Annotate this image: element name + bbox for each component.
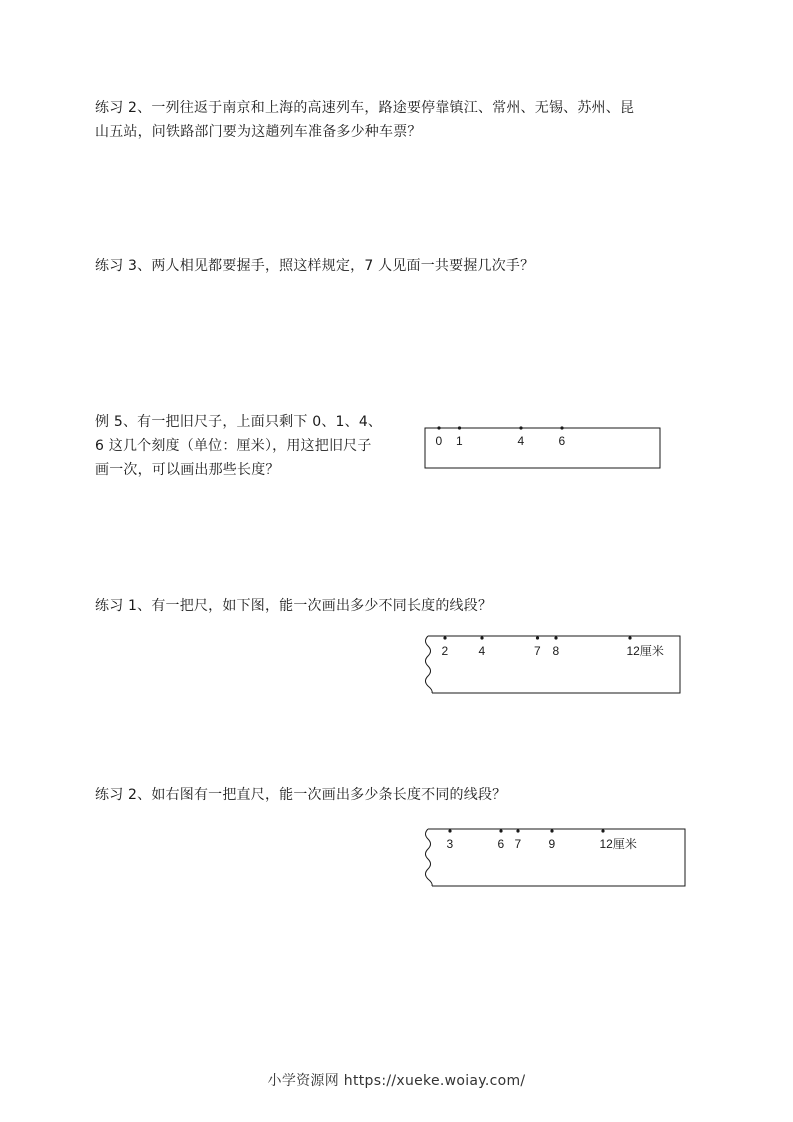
ruler-tick-mark — [550, 829, 553, 832]
ruler-tick-label: 1 — [456, 434, 463, 448]
ruler-tick-label: 3 — [446, 837, 454, 851]
question-line: 练习 2、如右图有一把直尺，能一次画出多少条长度不同的线段？ — [95, 787, 507, 803]
ruler-tick-label: 7 — [534, 644, 541, 658]
ruler-tick-label: 0 — [435, 434, 443, 448]
ruler-broken-edge — [426, 829, 433, 886]
question-line: 练习 2、一列往返于南京和上海的高速列车，路途要停靠镇江、常州、无锡、苏州、昆 — [95, 100, 635, 116]
ruler-broken-edge — [426, 636, 433, 693]
ruler-marks — [447, 829, 637, 851]
ruler-tick-label: 4 — [478, 644, 486, 658]
ruler-tick-mark — [554, 636, 557, 639]
question-line: 例 5、有一把旧尺子，上面只剩下 0、1、4、 — [95, 414, 383, 430]
ruler-tick-label: 9 — [548, 837, 556, 851]
ruler-tick-mark — [516, 829, 519, 832]
ruler-tick-label: 4 — [517, 434, 525, 448]
site-footer: 小学资源网 https://xueke.woiay.com/ — [267, 1073, 526, 1089]
ruler-tick-mark — [499, 829, 502, 832]
ruler-tick-mark — [458, 426, 461, 429]
ruler-marks — [436, 426, 566, 448]
ruler-tick-mark — [443, 636, 446, 639]
ruler-tick-label: 12厘米 — [626, 644, 664, 658]
ruler-tick-mark — [448, 829, 451, 832]
broken-ruler-diagram — [420, 824, 695, 890]
broken-ruler-diagram — [420, 632, 690, 698]
example-5-old-ruler-question — [95, 410, 410, 482]
exercise-2-train-question — [95, 96, 705, 144]
ruler-tick-label: 7 — [514, 837, 522, 851]
question-line: 山五站，问铁路部门要为这趟列车准备多少种车票？ — [95, 124, 422, 140]
ruler-tick-mark — [480, 636, 483, 639]
exercise-1-ruler-question — [95, 594, 705, 618]
ruler-tick-mark — [437, 426, 440, 429]
ruler-tick-label: 12厘米 — [599, 837, 637, 851]
ruler-tick-mark — [560, 426, 563, 429]
question-line: 练习 1、有一把尺，如下图，能一次画出多少不同长度的线段？ — [95, 598, 493, 614]
ruler-marks — [442, 636, 664, 658]
ruler-tick-label: 6 — [497, 837, 505, 851]
ruler-body — [428, 829, 685, 886]
ruler-tick-mark — [601, 829, 604, 832]
ruler-tick-mark — [519, 426, 522, 429]
ruler-tick-mark — [628, 636, 631, 639]
ruler-tick-label: 2 — [441, 644, 449, 658]
old-ruler-diagram — [420, 422, 670, 474]
question-line: 练习 3、两人相见都要握手，照这样规定，7 人见面一共要握几次手？ — [95, 258, 535, 274]
ruler-tick-mark — [536, 636, 539, 639]
question-line: 6 这几个刻度（单位：厘米），用这把旧尺子 — [95, 438, 372, 454]
ruler-tick-label: 6 — [558, 434, 566, 448]
exercise-2-straight-ruler-question — [95, 783, 705, 807]
question-line: 画一次，可以画出那些长度？ — [95, 462, 280, 478]
ruler-tick-label: 8 — [552, 644, 560, 658]
exercise-3-handshake-question — [95, 254, 705, 278]
